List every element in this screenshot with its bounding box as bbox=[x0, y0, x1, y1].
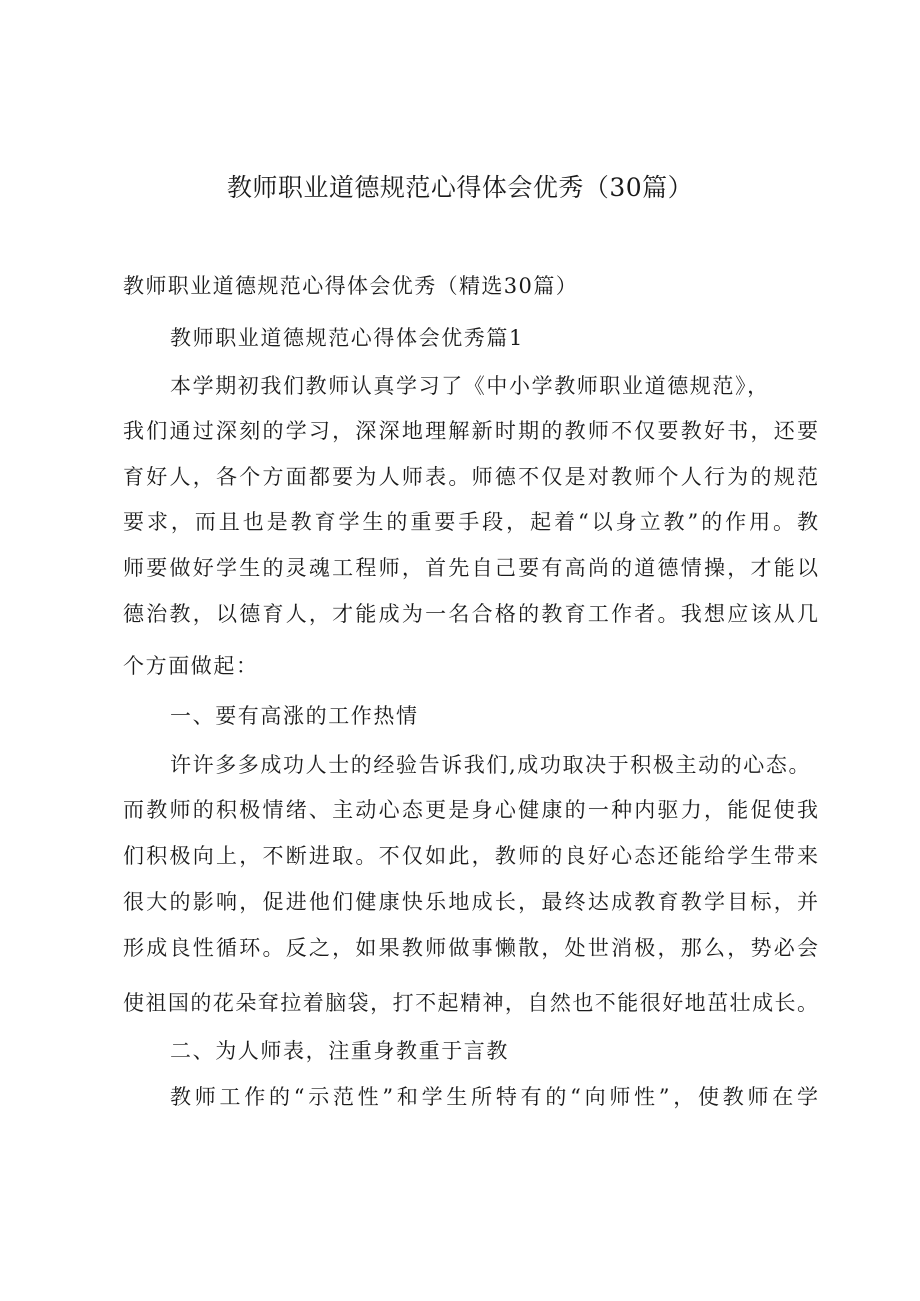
document-subtitle: 教师职业道德规范心得体会优秀（精选30篇） bbox=[123, 274, 579, 298]
paragraph-line: 教师工作的“示范性”和学生所特有的“向师性”，使教师在学 bbox=[170, 1085, 818, 1109]
paragraph-line: 形成良性循环。反之，如果教师做事懒散，处世消极，那么，势必会 bbox=[123, 936, 818, 960]
document-title: 教师职业道德规范心得体会优秀（30篇） bbox=[226, 173, 694, 202]
paragraph-line: 许许多多成功人士的经验告诉我们,成功取决于积极主动的心态。 bbox=[170, 753, 812, 777]
paragraph-line: 育好人，各个方面都要为人师表。师德不仅是对教师个人行为的规范 bbox=[123, 465, 818, 489]
subheading-1: 一、要有高涨的工作热情 bbox=[170, 704, 419, 728]
section-heading: 教师职业道德规范心得体会优秀篇1 bbox=[170, 326, 524, 350]
paragraph-line: 本学期初我们教师认真学习了《中小学教师职业道德规范》， bbox=[170, 374, 770, 398]
paragraph-line: 使祖国的花朵耷拉着脑袋，打不起精神，自然也不能很好地茁壮成长。 bbox=[123, 991, 818, 1015]
paragraph-line: 德治教，以德育人，才能成为一名合格的教育工作者。我想应该从几 bbox=[123, 602, 818, 626]
paragraph-line: 很大的影响，促进他们健康快乐地成长，最终达成教育教学目标，并 bbox=[123, 890, 818, 914]
paragraph-line: 师要做好学生的灵魂工程师，首先自己要有高尚的道德情操，才能以 bbox=[123, 556, 818, 580]
paragraph-line: 我们通过深刻的学习，深深地理解新时期的教师不仅要教好书，还要 bbox=[123, 419, 818, 443]
paragraph-line: 们积极向上，不断进取。不仅如此，教师的良好心态还能给学生带来 bbox=[123, 844, 818, 868]
paragraph-line: 而教师的积极情绪、主动心态更是身心健康的一种内驱力，能促使我 bbox=[123, 798, 818, 822]
subheading-2: 二、为人师表，注重身教重于言教 bbox=[170, 1039, 509, 1063]
paragraph-line: 个方面做起： bbox=[123, 654, 259, 678]
paragraph-line: 要求，而且也是教育学生的重要手段，起着“以身立教”的作用。教 bbox=[123, 510, 818, 534]
